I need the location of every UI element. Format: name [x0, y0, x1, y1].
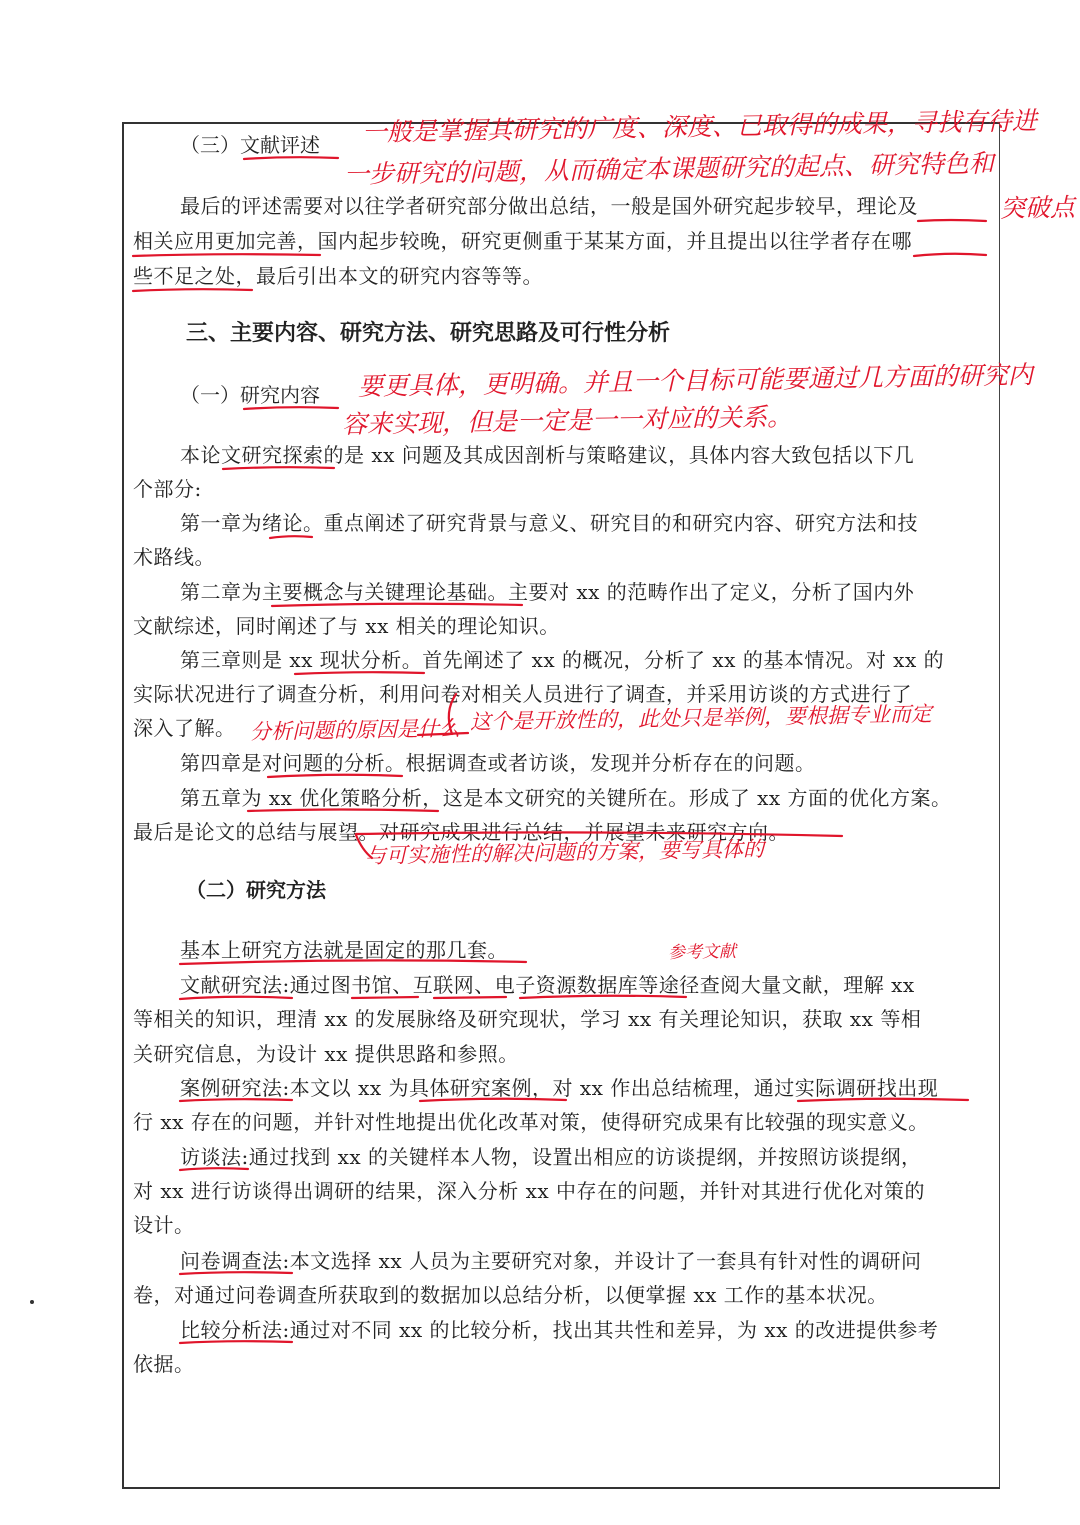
methods-line-3: 等相关的知识，理清 xx 的发展脉络及研究现状，学习 xx 有关理论知识，获取 xx 等相 — [133, 1007, 922, 1031]
content-note-2: 容来实现，但是一定是一一对应的关系。 — [341, 402, 793, 439]
content-line-4: 术路线。 — [133, 545, 215, 569]
lit-review-note-1: 一般是掌握其研究的广度、深度、已取得的成果，寻找有待进 — [361, 106, 1038, 147]
methods-note: 参考文献 — [667, 941, 737, 963]
content-line-12: 最后是论文的总结与展望。对研究成果进行总结，并展望未来研究方向。 — [133, 820, 789, 844]
main-heading: 三、主要内容、研究方法、研究思路及可行性分析 — [186, 321, 671, 346]
content-line-6: 文献综述，同时阐述了与 xx 相关的理论知识。 — [133, 614, 560, 638]
content-line-2: 个部分: — [133, 477, 202, 501]
lit-review-heading: （三）文献评述 — [180, 133, 320, 157]
content-note-1: 要更具体，更明确。并且一个目标可能要通过几方面的研究内 — [357, 360, 1034, 401]
content-line-3: 第一章为绪论。重点阐述了研究背景与意义、研究目的和研究内容、研究方法和技 — [180, 511, 918, 535]
chapter-note-right: 这个是开放性的，此处只是举例，要根据专业而定 — [469, 701, 933, 734]
methods-line-12: 比较分析法:通过对不同 xx 的比较分析，找出其共性和差异，为 xx 的改进提供参考 — [180, 1318, 939, 1342]
methods-line-2: 文献研究法:通过图书馆、互联网、电子资源数据库等途径查阅大量文献，理解 xx — [180, 973, 915, 997]
content-line-10: 第四章是对问题的分析。根据调查或者访谈，发现并分析存在的问题。 — [180, 751, 816, 775]
methods-line-9: 设计。 — [133, 1213, 195, 1237]
content-line-1: 本论文研究探索的是 xx 问题及其成因剖析与策略建议，具体内容大致包括以下几 — [180, 443, 915, 467]
methods-line-13: 依据。 — [133, 1352, 195, 1376]
lit-review-note-2: 一步研究的问题，从而确定本课题研究的起点、研究特色和 — [343, 148, 995, 189]
content-line-7: 第三章则是 xx 现状分析。首先阐述了 xx 的概况，分析了 xx 的基本情况。对 xx 的 — [180, 648, 945, 672]
content-line-8: 实际状况进行了调查分析，利用问卷对相关人员进行了调查，并采用访谈的方式进行了 — [133, 682, 912, 706]
methods-line-1: 基本上研究方法就是固定的那几套。 — [180, 938, 508, 962]
methods-line-5: 案例研究法:本文以 xx 为具体研究案例，对 xx 作出总结梳理，通过实际调研找出现 — [180, 1076, 939, 1100]
methods-line-11: 卷，对通过问卷调查所获取到的数据加以总结分析，以便掌握 xx 工作的基本状况。 — [133, 1283, 888, 1307]
chapter5-note: 与可实施性的解决问题的方案，要写具体的 — [364, 837, 765, 868]
content-line-5: 第二章为主要概念与关键理论基础。主要对 xx 的范畴作出了定义，分析了国内外 — [180, 580, 915, 604]
methods-line-4: 关研究信息，为设计 xx 提供思路和参照。 — [133, 1042, 519, 1066]
methods-line-10: 问卷调查法:本文选择 xx 人员为主要研究对象，并设计了一套具有针对性的调研问 — [180, 1249, 922, 1273]
lit-review-line-3: 些不足之处，最后引出本文的研究内容等等。 — [133, 264, 543, 288]
lit-review-note-3: 突破点 — [999, 192, 1076, 223]
lit-review-line-2: 相关应用更加完善，国内起步较晚，研究更侧重于某某方面，并且提出以往学者存在哪 — [133, 229, 912, 253]
content-line-9: 深入了解。 — [133, 716, 236, 740]
methods-line-7: 访谈法:通过找到 xx 的关键样本人物，设置出相应的访谈提纲，并按照访谈提纲， — [180, 1145, 922, 1169]
lit-review-line-1: 最后的评述需要对以往学者研究部分做出总结，一般是国外研究起步较早，理论及 — [180, 194, 918, 218]
scan-speck — [30, 1300, 34, 1304]
methods-heading: （二）研究方法 — [186, 878, 326, 902]
methods-line-6: 行 xx 存在的问题，并针对性地提出优化改革对策，使得研究成果有比较强的现实意义。 — [133, 1110, 929, 1134]
content-line-11: 第五章为 xx 优化策略分析，这是本文研究的关键所在。形成了 xx 方面的优化方案。 — [180, 786, 952, 810]
methods-line-8: 对 xx 进行访谈得出调研的结果，深入分析 xx 中存在的问题，并针对其进行优化对策的 — [133, 1179, 926, 1203]
chapter-note-left: 分析问题的原因是什么 — [249, 716, 461, 744]
content-heading: （一）研究内容 — [180, 383, 320, 407]
